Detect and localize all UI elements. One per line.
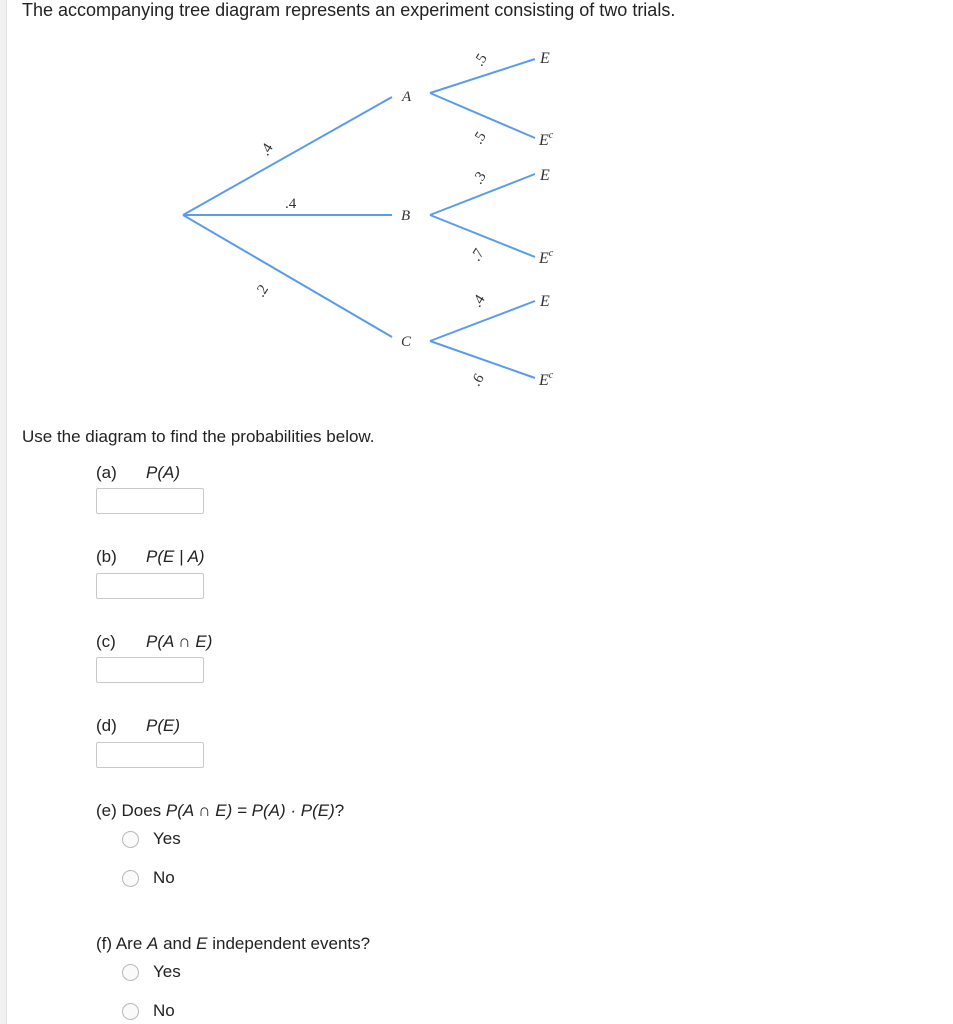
outcome-A-Ec-letter: E — [539, 132, 549, 149]
part-c-label — [96, 632, 212, 652]
part-b-label — [96, 547, 205, 567]
prob-C-E: .4 — [469, 292, 489, 311]
part-f-no-label: No — [153, 1001, 175, 1020]
part-f-mid: and — [158, 934, 197, 953]
node-C: C — [401, 334, 412, 350]
part-a-letter: (a) — [96, 463, 117, 482]
part-e-yes-radio[interactable] — [122, 831, 139, 848]
part-e-prefix: (e) Does — [96, 801, 166, 820]
instruction-text: Use the diagram to find the probabilities below. — [22, 427, 375, 446]
part-f-yes-label: Yes — [153, 962, 181, 981]
part-a-label — [96, 463, 180, 483]
part-b-expr: P(E | A) — [146, 547, 205, 566]
prob-B-Ec: .7 — [468, 246, 488, 265]
node-B: B — [401, 208, 411, 224]
part-f-no-radio[interactable] — [122, 1003, 139, 1020]
outcome-A-Ec — [538, 130, 554, 149]
part-f-a: A — [147, 934, 159, 953]
part-f-yes-radio[interactable] — [122, 964, 139, 981]
part-f-option-yes[interactable] — [122, 962, 181, 982]
branch-B-Ec — [430, 215, 535, 257]
branch-A-Ec — [430, 93, 535, 138]
part-f-e: E — [196, 934, 208, 953]
part-d-expr: P(E) — [146, 716, 180, 735]
tree-diagram — [0, 0, 953, 400]
prob-A: .4 — [257, 140, 277, 159]
prob-C: .2 — [252, 282, 273, 301]
part-e-question — [96, 801, 344, 821]
part-c-letter: (c) — [96, 632, 116, 651]
part-b-letter: (b) — [96, 547, 117, 566]
part-c-expr: P(A ∩ E) — [146, 632, 213, 651]
branch-C-Ec — [430, 341, 535, 378]
part-f-option-no[interactable] — [122, 1001, 175, 1021]
part-f-question — [96, 934, 370, 954]
part-f-prefix: (f) Are — [96, 934, 148, 953]
part-c-answer-input[interactable] — [96, 657, 204, 683]
part-e-option-yes[interactable] — [122, 829, 181, 849]
outcome-B-Ec-letter: E — [539, 250, 549, 267]
outcome-A-Ec-sup: c — [548, 130, 554, 141]
prob-A-E: .5 — [471, 51, 491, 70]
part-e-yes-label: Yes — [153, 829, 181, 848]
part-d-answer-input[interactable] — [96, 742, 204, 768]
outcome-C-Ec-sup: c — [548, 370, 554, 381]
outcome-C-Ec — [538, 370, 554, 389]
part-e-suffix: ? — [334, 801, 345, 820]
outcome-B-Ec — [538, 248, 554, 267]
part-e-expr: P(A ∩ E) = P(A) · P(E) — [165, 801, 335, 820]
intro-text: The accompanying tree diagram represents an experiment consisting of two trials. — [22, 0, 676, 20]
part-d-label — [96, 716, 180, 736]
outcome-C-Ec-letter: E — [539, 372, 549, 389]
prob-A-Ec: .5 — [470, 129, 490, 148]
prob-B: .4 — [285, 196, 297, 212]
outcome-B-Ec-sup: c — [548, 248, 554, 259]
part-f-suffix: independent events? — [207, 934, 371, 953]
part-e-option-no[interactable] — [122, 868, 175, 888]
part-a-expr: P(A) — [146, 463, 180, 482]
part-b-answer-input[interactable] — [96, 573, 204, 599]
node-A: A — [402, 89, 412, 105]
part-e-no-radio[interactable] — [122, 870, 139, 887]
part-d-letter: (d) — [96, 716, 117, 735]
branch-root-C — [183, 215, 392, 337]
prob-B-E: .3 — [470, 169, 490, 188]
part-e-no-label: No — [153, 868, 175, 887]
outcome-A-E: E — [540, 50, 550, 67]
outcome-B-E: E — [540, 167, 550, 184]
prob-C-Ec: .6 — [468, 371, 488, 390]
part-a-answer-input[interactable] — [96, 488, 204, 514]
outcome-C-E: E — [540, 293, 550, 310]
